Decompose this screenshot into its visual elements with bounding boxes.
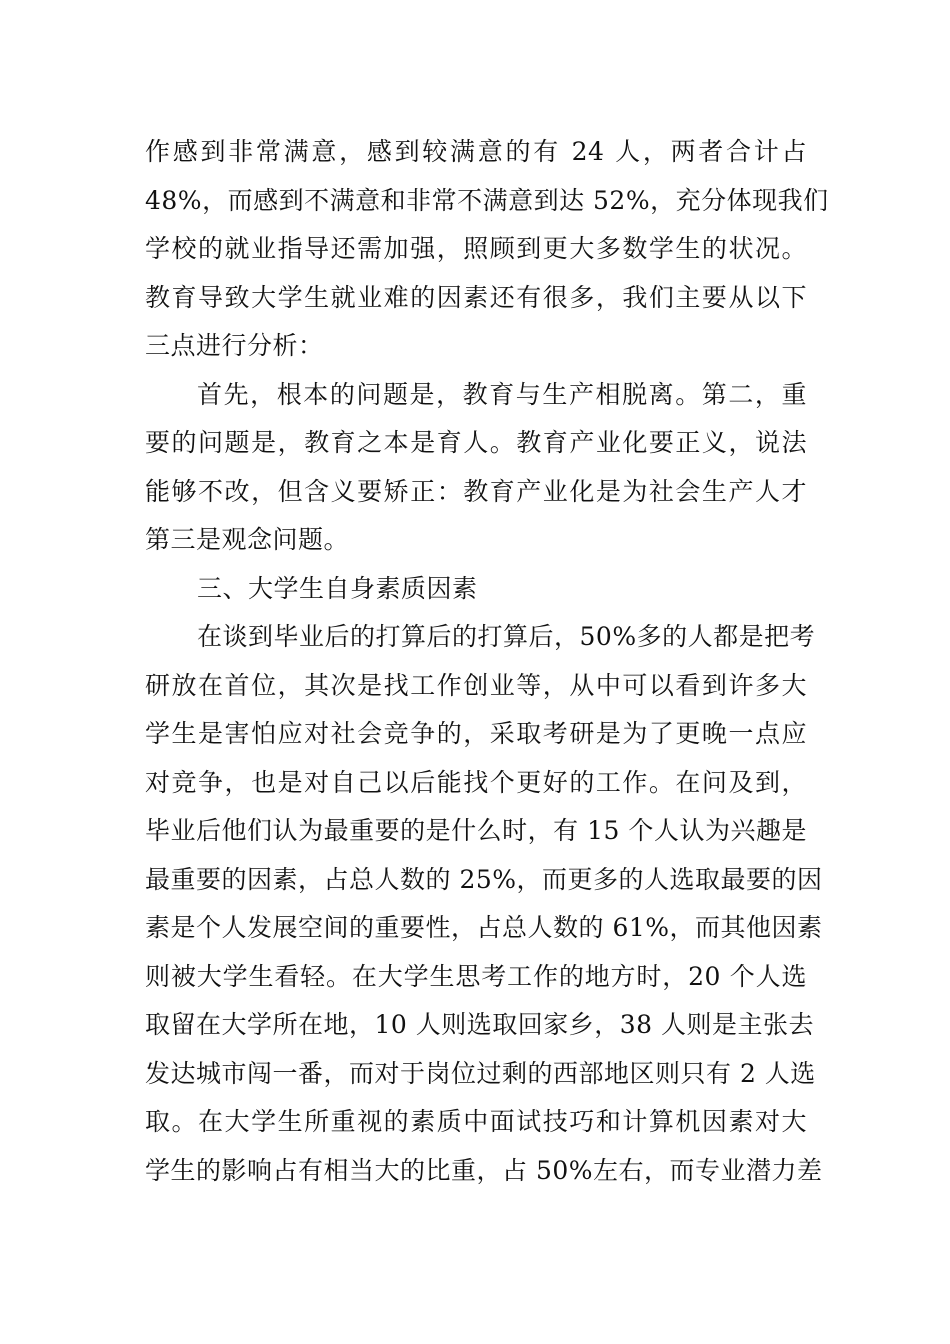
text-line: 则被大学生看轻。在大学生思考工作的地方时，20 个人选: [145, 961, 807, 991]
text-line: 学校的就业指导还需加强，照顾到更大多数学生的状况。: [145, 234, 807, 263]
text-line: 学生的影响占有相当大的比重，占 50%左右，而专业潜力差: [145, 1155, 823, 1185]
body-text: [145, 128, 829, 1195]
text-line: 最重要的因素，占总人数的 25%，而更多的人选取最要的因: [145, 864, 823, 894]
text-line: 教育导致大学生就业难的因素还有很多，我们主要从以下: [145, 282, 807, 312]
text-line: 毕业后他们认为最重要的是什么时，有 15 个人认为兴趣是: [145, 816, 807, 845]
text-line: 第三是观念问题。: [145, 525, 350, 554]
text-line: 作感到非常满意，感到较满意的有 24 人，两者合计占: [145, 137, 807, 166]
text-line: 首先，根本的问题是，教育与生产相脱离。第二，重: [197, 379, 807, 409]
text-line: 48%，而感到不满意和非常不满意到达 52%，充分体现我们: [145, 185, 829, 215]
text-line: 在谈到毕业后的打算后的打算后，50%多的人都是把考: [197, 622, 816, 651]
text-line: 取。在大学生所重视的素质中面试技巧和计算机因素对大: [145, 1107, 807, 1136]
text-line: 取留在大学所在地，10 人则选取回家乡，38 人则是主张去: [145, 1010, 815, 1039]
text-line: 素是个人发展空间的重要性，占总人数的 61%，而其他因素: [145, 913, 823, 942]
text-line: 发达城市闯一番，而对于岗位过剩的西部地区则只有 2 人选: [145, 1058, 816, 1088]
text-line: 对竞争，也是对自己以后能找个更好的工作。在问及到，: [145, 767, 807, 797]
text-line: 能够不改，但含义要矫正：教育产业化是为社会生产人才: [145, 476, 807, 506]
text-line: 学生是害怕应对社会竞争的，采取考研是为了更晚一点应: [145, 719, 807, 748]
text-line: 研放在首位，其次是找工作创业等，从中可以看到许多大: [145, 670, 807, 700]
text-line: 三、大学生自身素质因素: [197, 573, 478, 603]
text-line: 要的问题是，教育之本是育人。教育产业化要正义，说法: [145, 428, 807, 457]
text-line: 三点进行分析：: [145, 331, 324, 360]
